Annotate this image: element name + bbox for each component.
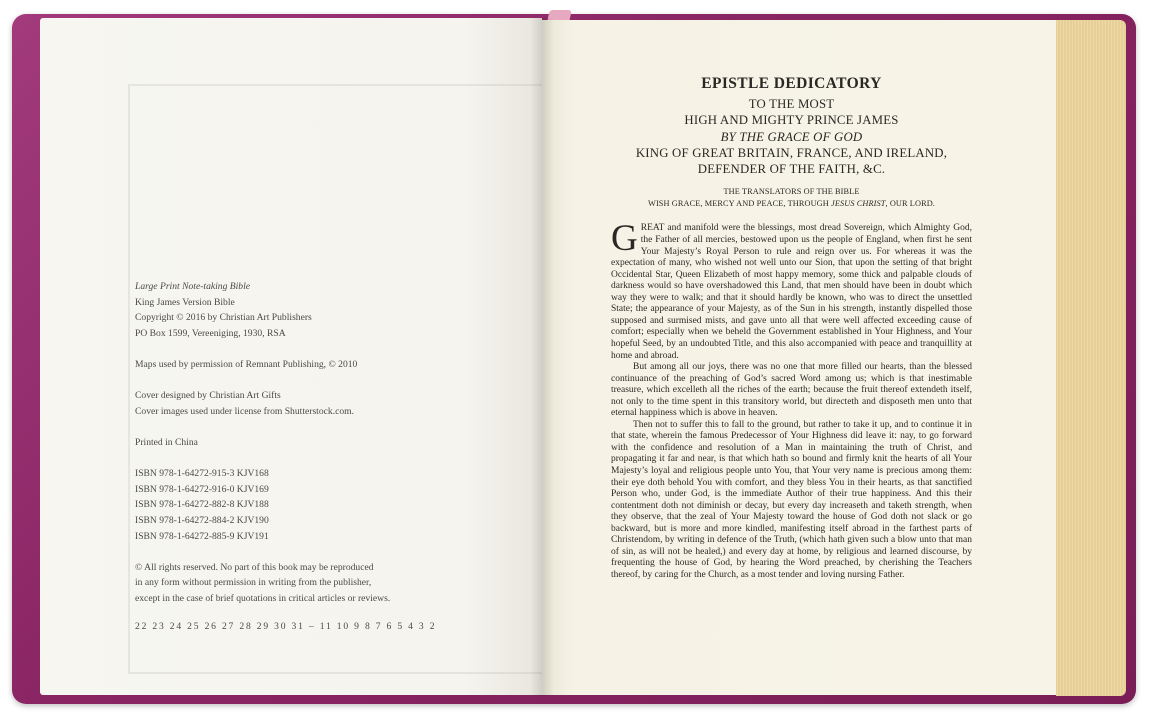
- dedication-line: HIGH AND MIGHTY PRINCE JAMES: [684, 113, 899, 128]
- drop-cap: G: [611, 218, 638, 260]
- gilded-page-edges: [1056, 20, 1126, 696]
- book-gutter: [530, 18, 554, 696]
- isbn-line: ISBN 978-1-64272-915-3 KJV168: [135, 468, 269, 480]
- paragraph: GREAT and manifold were the blessings, most dread Sovereign, which Almighty God, the Father of all mercies, bestowed upon us the people of England, when first he sent Your Majesty’s Royal Person to rule and reign over us. For whereas it was the expectation of many, who wished not well unto our Sion, that upon the setting of that bright Occidental Star, Queen Elizabeth of most happy memory, some thick and palpable clouds of darkness would so have overshadowed this Land, that men should have been in doubt which way they were to walk; and that it should hardly be known, who was to direct the unsettled State; the appearance of your Majesty, as of the Sun in his strength, instantly dispelled those supposed and surmised mists, and gave unto all that were well affected exceeding cause of comfort; especially when we beheld the Government established in Your Highness, and Your hopeful Seed, by an undoubted Title, and this also accompanied with peace and tranquillity at home and abroad.: [611, 218, 972, 361]
- copyright-line: Cover images used under license from Shutterstock.com.: [135, 405, 355, 417]
- paragraph: But among all our joys, there was no one that more filled our hearts, than the blessed continuance of the preaching of God’s sacred Word among us; which is that inestimable treasure, which excelleth all the riches of the earth; because the fruit thereof extendeth itself, not only to the time spent in this transitory world, but directeth and disposeth men unto that eternal happiness which is above in heaven.: [611, 362, 972, 419]
- copyright-line: Copyright © 2016 by Christian Art Publishers: [135, 312, 312, 324]
- copyright-line: Large Print Note-taking Bible: [135, 281, 251, 292]
- isbn-line: ISBN 978-1-64272-885-9 KJV191: [135, 530, 269, 542]
- paragraph: Then not to suffer this to fall to the ground, but rather to take it up, and to continue it in that state, wherein the famous Predecessor of Your Highness did leave it: nay, to go forward with the confidence and resolution of a Man in maintaining the truth of Christ, and propagating it far and near, is that which hath so bound and firmly knit the hearts of all Your Majesty’s loyal and religious people unto You, that Your very name is precious among them: their eye doth behold You with comfort, and they bless You in their hearts, as that sanctified Person who, under God, is the immediate Author of their true happiness. And this their contentment doth not diminish or decay, but every day increaseth and taketh strength, when they observe, that the zeal of Your Majesty toward the house of God doth not slack or go backward, but is more and more kindled, manifesting itself abroad in the farthest parts of Christendom, by writing in defence of the Truth, (which hath given such a blow unto that man of sin, as will not be healed,) and every day at home, by religious and learned discourse, by frequenting the house of God, by hearing the Word preached, by cherishing the Teachers thereof, by caring for the Church, as a most tender and loving nursing Father.: [611, 419, 972, 580]
- copyright-line: King James Version Bible: [135, 296, 235, 308]
- copyright-line: except in the case of brief quotations in critical articles or reviews.: [135, 592, 391, 604]
- copyright-block: [135, 279, 515, 635]
- copyright-line: © All rights reserved. No part of this book may be reproduced: [135, 561, 374, 573]
- dedication-line: KING OF GREAT BRITAIN, FRANCE, AND IRELAND,: [635, 145, 948, 160]
- printing-number-line: 22 23 24 25 26 27 28 29 30 31 – 11 10 9 8 7 6 5 4 3 2: [135, 621, 437, 633]
- isbn-line: ISBN 978-1-64272-884-2 KJV190: [135, 514, 269, 526]
- page-title: EPISTLE DEDICATORY: [701, 75, 882, 92]
- epistle-body: [611, 218, 972, 581]
- isbn-line: ISBN 978-1-64272-916-0 KJV169: [135, 483, 269, 495]
- epistle-content: [611, 74, 972, 581]
- translators-block: [611, 186, 972, 209]
- translators-line: WISH GRACE, MERCY AND PEACE, THROUGH JESUS CHRIST, OUR LORD.: [648, 198, 935, 208]
- copyright-line: in any form without permission in writing from the publisher,: [135, 577, 372, 589]
- copyright-line: Printed in China: [135, 436, 198, 448]
- dedication-line: TO THE MOST: [748, 97, 835, 111]
- copyright-line: Cover designed by Christian Art Gifts: [135, 390, 281, 402]
- isbn-line: ISBN 978-1-64272-882-8 KJV188: [135, 499, 269, 511]
- translators-line: THE TRANSLATORS OF THE BIBLE: [723, 187, 860, 197]
- copyright-line: PO Box 1599, Vereeniging, 1930, RSA: [135, 327, 286, 339]
- copyright-line: Maps used by permission of Remnant Publishing, © 2010: [135, 358, 358, 370]
- dedication-block: [611, 96, 972, 177]
- dedication-line: DEFENDER OF THE FAITH, &C.: [697, 162, 886, 177]
- dedication-line: BY THE GRACE OF GOD: [720, 129, 863, 144]
